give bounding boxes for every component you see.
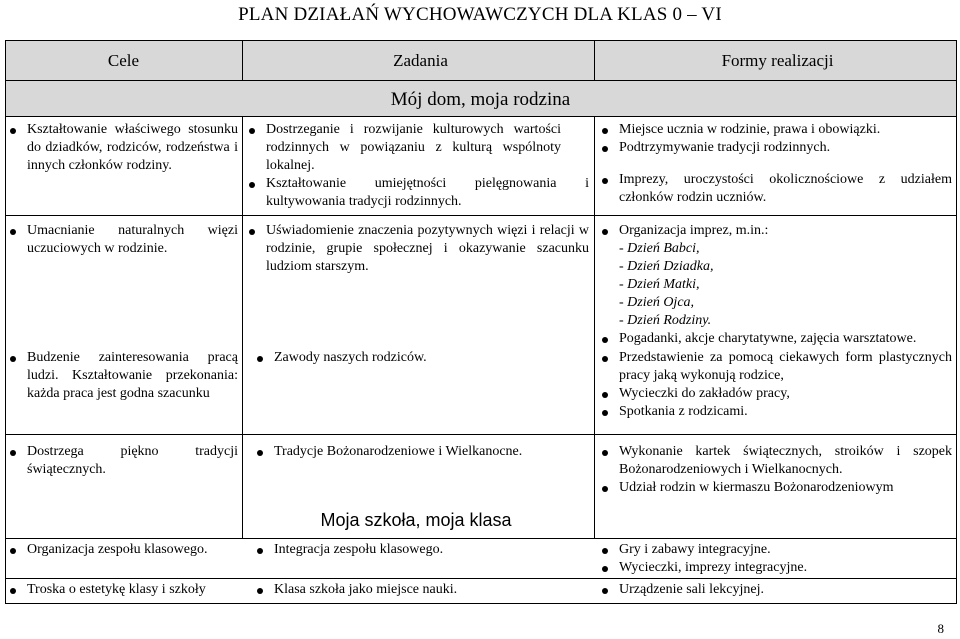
- formy-cell: [600, 349, 952, 421]
- list-item: Budzenie zainteresowania pracą ludzi. Kształtowanie przekonania: każda praca jest godna szacunku: [8, 349, 238, 403]
- zadania-cell: [255, 581, 589, 599]
- section-divider: [5, 116, 957, 117]
- list-subitem: - Dzień Dziadka,: [619, 259, 714, 274]
- list-subitem: - Dzień Ojca,: [619, 295, 695, 310]
- list-item: Kształtowanie właściwego stosunku do dziadków, rodziców, rodzeństwa i innych członków rodziny.: [8, 121, 238, 175]
- table-border-bottom: [5, 603, 957, 604]
- list-item: Uświadomienie znaczenia pozytywnych więzi i relacji w rodzinie, grupie społecznej i okazywanie szacunku ludziom starszym.: [247, 222, 589, 276]
- list-item: Wykonanie kartek świątecznych, stroików i szopek Bożonarodzeniowych i Wielkanocnych.: [600, 443, 952, 479]
- cele-cell: [8, 121, 238, 175]
- list-item: Organizacja imprez, m.in.:: [600, 222, 952, 240]
- list-item: Pogadanki, akcje charytatywne, zajęcia warsztatowe.: [600, 330, 952, 348]
- list-item: Imprezy, uroczystości okolicznościowe z udziałem członków rodzin uczniów.: [600, 171, 952, 207]
- list-item: Udział rodzin w kiermaszu Bożonarodzeniowym: [600, 479, 952, 497]
- table-border-right: [956, 40, 957, 604]
- row-divider: [5, 215, 957, 216]
- row-divider: [5, 434, 957, 435]
- zadania-cell: [247, 222, 589, 276]
- section-title-szkola: Moja szkoła, moja klasa: [320, 510, 512, 530]
- list-item: Zawody naszych rodziców.: [255, 349, 589, 367]
- list-item: Podtrzymywanie tradycji rodzinnych.: [600, 139, 952, 157]
- list-item: Dostrzega piękno tradycji świątecznych.: [8, 443, 238, 479]
- cele-cell: [8, 581, 248, 599]
- list-item: Gry i zabawy integracyjne.: [600, 541, 952, 559]
- cele-cell: [8, 541, 248, 559]
- header-zadania: Zadania: [393, 51, 448, 70]
- zadania-cell: [247, 121, 589, 211]
- header-cele: Cele: [107, 51, 140, 70]
- header-divider: [5, 80, 957, 81]
- section-title-dom: Mój dom, moja rodzina: [390, 89, 571, 110]
- page-number: 8: [937, 621, 944, 636]
- list-item: Umacnianie naturalnych więzi uczuciowych w rodzinie.: [8, 222, 238, 258]
- row-divider: [5, 578, 957, 579]
- list-item: Integracja zespołu klasowego.: [255, 541, 589, 559]
- list-item: Wycieczki do zakładów pracy,: [600, 385, 952, 403]
- list-item: Troska o estetykę klasy i szkoły: [8, 581, 248, 599]
- list-item: Urządzenie sali lekcyjnej.: [600, 581, 952, 599]
- zadania-cell: [255, 349, 589, 367]
- row-divider: [5, 538, 957, 539]
- formy-cell: [600, 121, 952, 207]
- formy-cell: [600, 222, 952, 348]
- table-header: [5, 41, 956, 116]
- table-border-left: [5, 40, 6, 604]
- list-item: Spotkania z rodzicami.: [600, 403, 952, 421]
- column-divider: [242, 116, 243, 539]
- formy-cell: [600, 443, 952, 497]
- column-divider: [242, 40, 243, 81]
- formy-cell: [600, 581, 952, 599]
- column-divider: [594, 116, 595, 539]
- cele-cell: [8, 443, 238, 479]
- list-item: Wycieczki, imprezy integracyjne.: [600, 559, 952, 577]
- list-subitem: - Dzień Matki,: [619, 277, 700, 292]
- page-title: PLAN DZIAŁAŃ WYCHOWAWCZYCH DLA KLAS 0 – VI: [238, 4, 722, 25]
- zadania-cell: [255, 443, 589, 461]
- list-item: Miejsce ucznia w rodzinie, prawa i obowiązki.: [600, 121, 952, 139]
- list-subitem: - Dzień Rodziny.: [619, 313, 712, 328]
- list-item: Tradycje Bożonarodzeniowe i Wielkanocne.: [255, 443, 589, 461]
- column-divider: [594, 40, 595, 81]
- list-item: Kształtowanie umiejętności pielęgnowania i kultywowania tradycji rodzinnych.: [247, 175, 589, 211]
- list-item: Klasa szkoła jako miejsce nauki.: [255, 581, 589, 599]
- formy-cell: [600, 541, 952, 577]
- zadania-cell: [255, 541, 589, 559]
- list-item: Organizacja zespołu klasowego.: [8, 541, 248, 559]
- header-formy: Formy realizacji: [721, 51, 834, 70]
- list-item: Przedstawienie za pomocą ciekawych form plastycznych pracy jaką wykonują rodzice,: [600, 349, 952, 385]
- list-subitem: - Dzień Babci,: [619, 241, 700, 256]
- cele-cell: [8, 222, 238, 258]
- cele-cell: [8, 349, 238, 403]
- table-border-top: [5, 40, 957, 41]
- list-item: Dostrzeganie i rozwijanie kulturowych wartości rodzinnych w powiązaniu z kulturą wspólnoty lokalnej.: [247, 121, 561, 175]
